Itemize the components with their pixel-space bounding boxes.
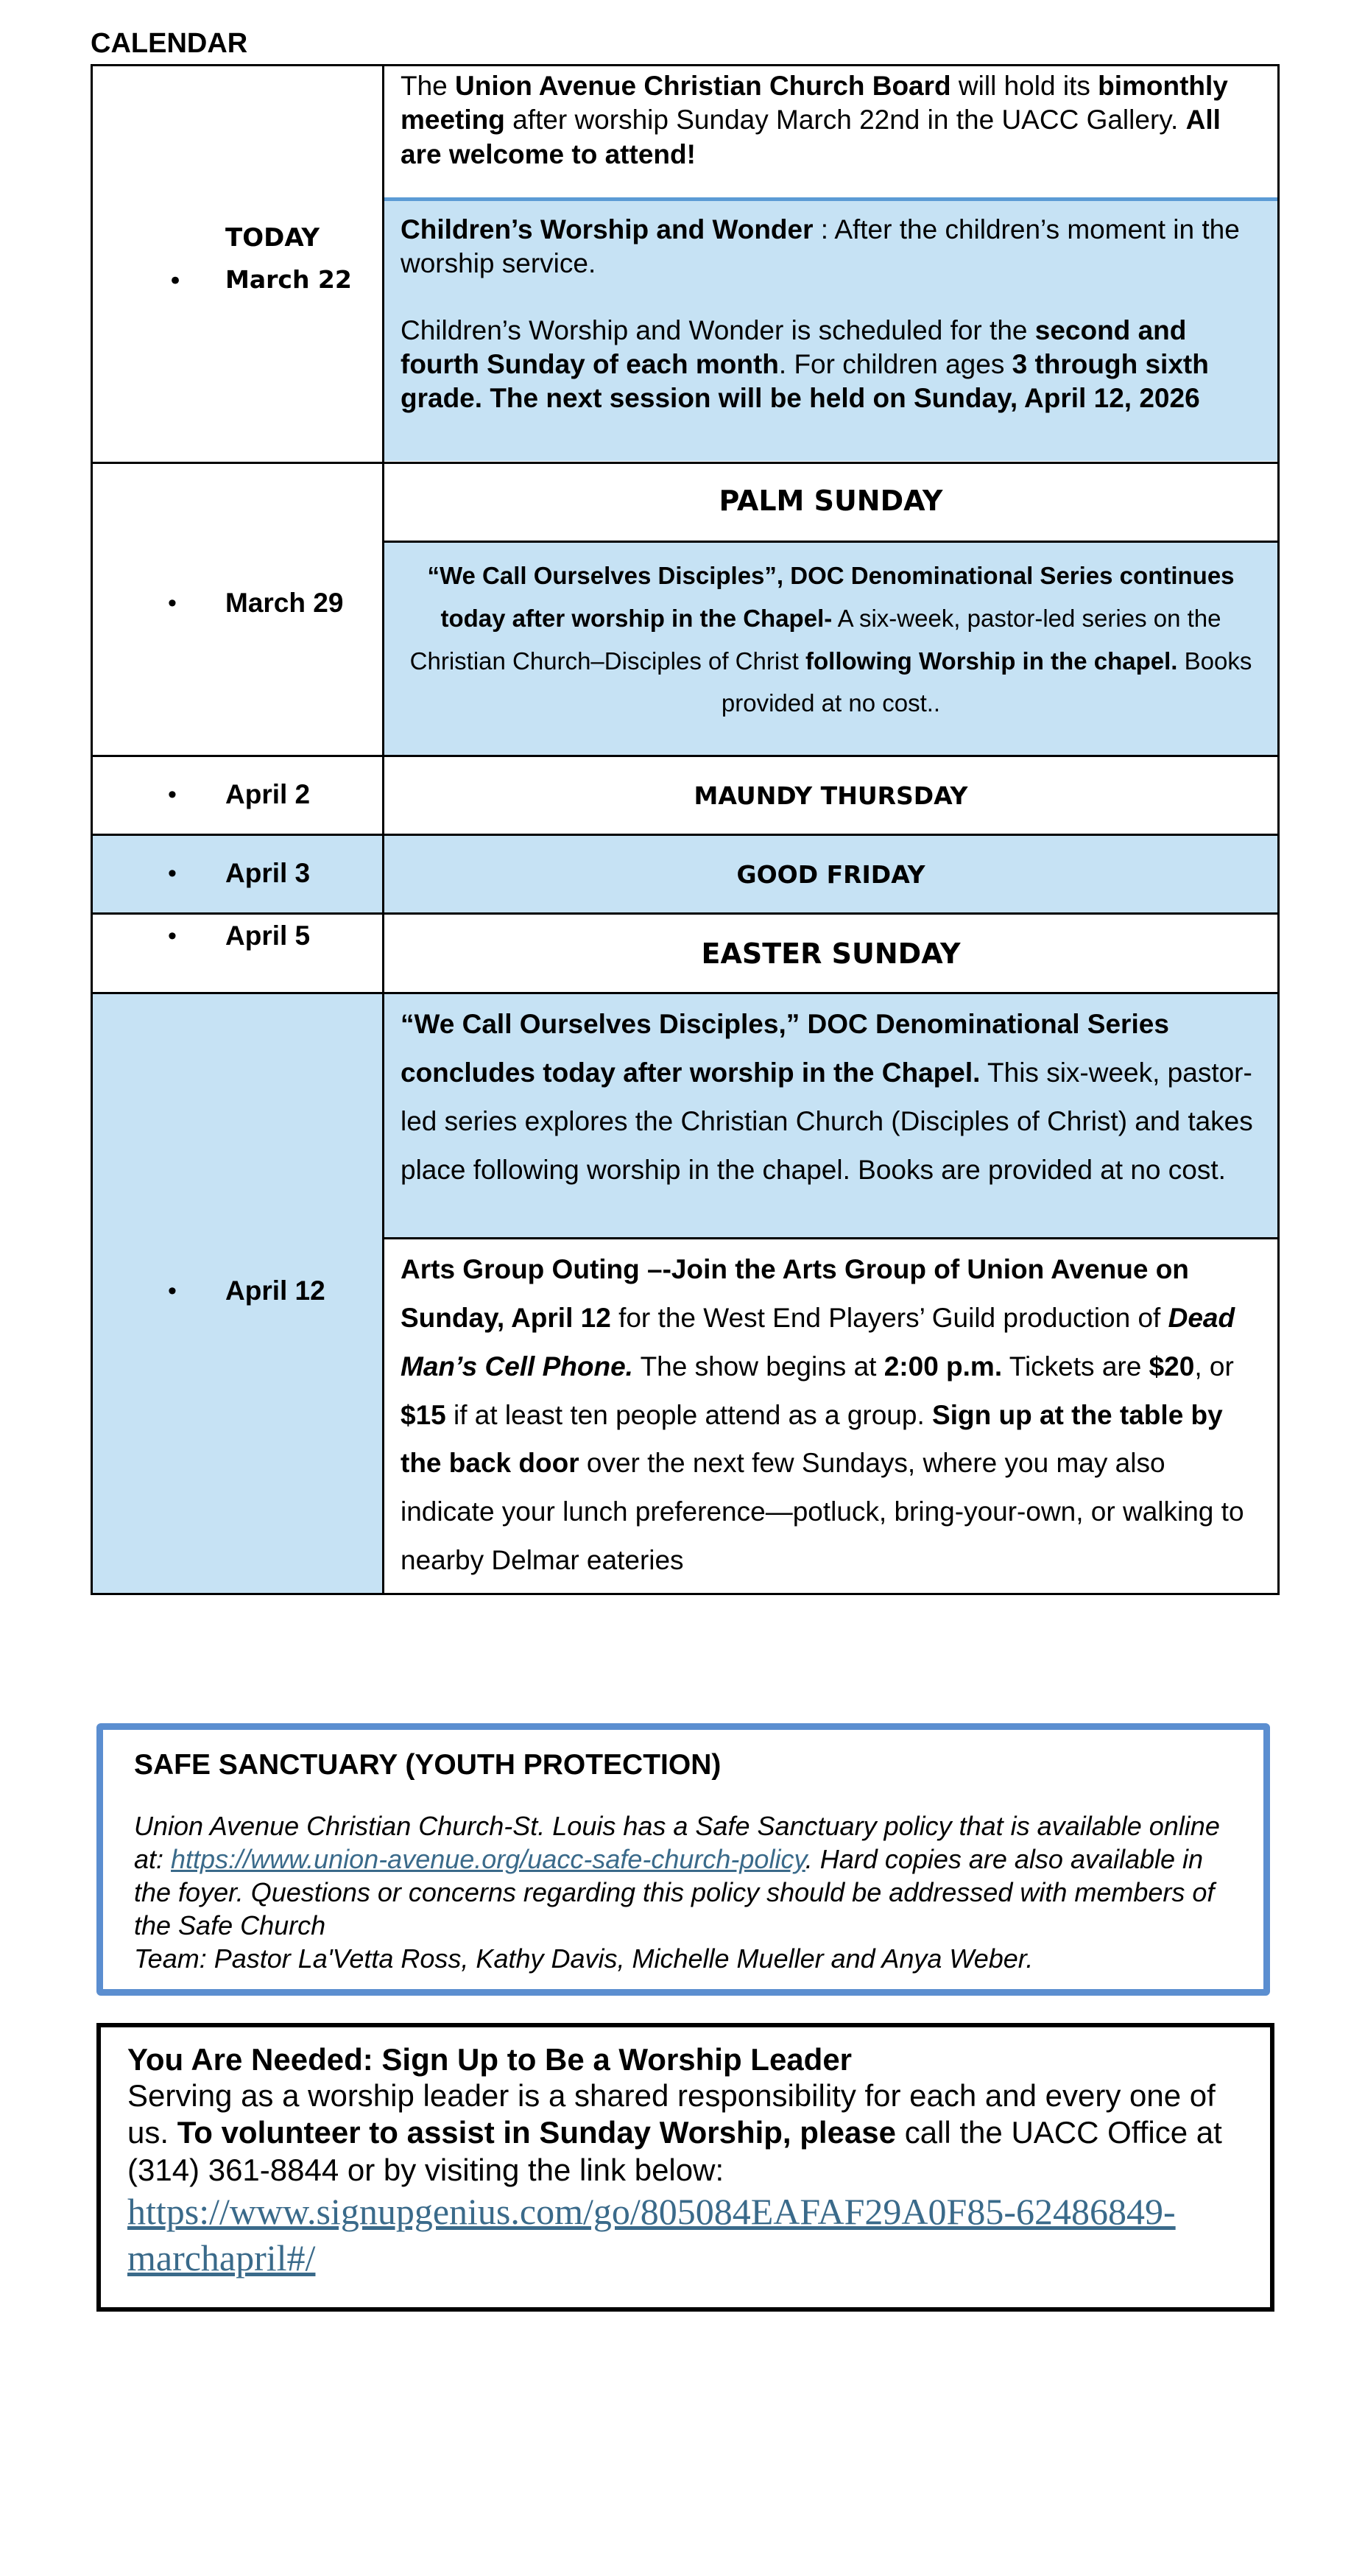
worship-text-1: Serving as a worship leader is a shared responsibility for each and every one of us. (127, 2078, 1216, 2150)
arts-text-4: , or (1194, 1351, 1234, 1382)
calendar-row-april-3 (92, 835, 1279, 914)
palm-bold-2: following Worship in the chapel. (805, 647, 1178, 675)
arts-text-2: The show begins at (632, 1351, 884, 1382)
cww-text-2: Children’s Worship and Wonder is scheduled for the (401, 314, 1035, 345)
calendar-row-april-5 (92, 914, 1279, 993)
date-april-12: • April 12 (93, 1275, 325, 1306)
date-cell-april-2 (92, 756, 384, 835)
cww-bold-3: 3 through sixth grade. The next session will be held on Sunday, April 12, 2026 (401, 348, 1209, 413)
date-march-22: • March 22 (93, 265, 352, 294)
event-cell-march-29 (384, 463, 1279, 756)
arts-bold-1: Arts Group Outing –-Join the Arts Group of Union Avenue on Sunday, April 12 (401, 1254, 1189, 1333)
disciples-bold-1: “We Call Ourselves Disciples,” DOC Denominational Series concludes today after worship in the Chapel. (401, 1009, 1169, 1088)
disciples-series-text (384, 994, 1277, 1237)
safe-sanctuary-box (96, 1723, 1270, 1996)
worship-leader-text (127, 2077, 1244, 2189)
childrens-worship-text (384, 197, 1277, 461)
date-april-3: • April 3 (93, 858, 310, 889)
worship-text-2: call the UACC Office at (314) 361-8844 or by visiting the link below: (127, 2115, 1222, 2187)
safe-team-text: Team: Pastor La'Vetta Ross, Kathy Davis, Michelle Mueller and Anya Weber. (134, 1943, 1034, 1974)
date-cell-april-12 (92, 993, 384, 1594)
board-bold-1: Union Avenue Christian Church Board (455, 71, 951, 101)
calendar-row-april-2 (92, 756, 1279, 835)
easter-sunday-label: EASTER SUNDAY (384, 914, 1279, 993)
worship-leader-title: You Are Needed: Sign Up to Be a Worship Leader (127, 2042, 853, 2077)
maundy-thursday-label: MAUNDY THURSDAY (384, 756, 1279, 835)
disciples-text-1: This six-week, pastor-led series explores the Christian Church (Disciples of Christ) and takes place following worship in the chapel. Books are provided at no cost. (401, 1057, 1253, 1185)
palm-bold-1: “We Call Ourselves Disciples”, DOC Denominational Series continues today after worship in the Chapel- (427, 562, 1235, 632)
calendar-table (91, 64, 1280, 1595)
date-cell-march-29 (92, 463, 384, 756)
date-cell-april-3 (92, 835, 384, 914)
good-friday-label: GOOD FRIDAY (384, 835, 1279, 914)
cww-text-3: . For children ages (778, 348, 1012, 379)
arts-text-1: for the West End Players’ Guild production of (610, 1302, 1168, 1333)
cww-text-1: : After the children’s moment in the worship service. (401, 214, 1240, 279)
arts-text-6: over the next few Sundays, where you may also indicate your lunch preference—potluck, bring-your-own, or walking to nearby Delmar eateries (401, 1448, 1244, 1576)
arts-bold-5: $15 (401, 1399, 446, 1430)
arts-bold-6: Sign up at the table by the back door (401, 1399, 1223, 1479)
worship-leader-box (96, 2023, 1274, 2312)
cww-bold-1: Children’s Worship and Wonder (401, 214, 814, 244)
board-text-2: will hold its (950, 71, 1098, 101)
worship-bold-1: To volunteer to assist in Sunday Worship, please (177, 2115, 897, 2150)
arts-outing-text (384, 1237, 1277, 1593)
safe-sanctuary-title: SAFE SANCTUARY (YOUTH PROTECTION) (134, 1749, 722, 1781)
signup-genius-link[interactable]: https://www.signupgenius.com/go/805084EAFAF29A0F85-62486849-marchapril#/ (127, 2191, 1176, 2278)
safe-text-2: . Hard copies are also available in the foyer. Questions or concerns regarding this policy should be addressed with members of the Safe Church (134, 1844, 1215, 1940)
safe-text-1: Union Avenue Christian Church-St. Louis has a Safe Sanctuary policy that is available online at: (134, 1811, 1220, 1874)
cww-bold-2: second and fourth Sunday of each month (401, 314, 1187, 379)
date-cell-march-22 (92, 66, 384, 463)
date-cell-april-5 (92, 914, 384, 993)
board-bold-3: All are welcome to attend! (401, 105, 1221, 169)
palm-text-2: Books provided at no cost.. (721, 647, 1252, 717)
calendar-row-april-12 (92, 993, 1279, 1594)
arts-bold-3: 2:00 p.m. (883, 1351, 1003, 1382)
board-text-1: The (401, 71, 456, 101)
event-cell-march-22 (384, 66, 1279, 463)
palm-series-text (384, 541, 1277, 755)
board-text-3: after worship Sunday March 22nd in the UACC Gallery. (504, 105, 1186, 136)
calendar-heading: CALENDAR (91, 28, 248, 59)
arts-bold-2: Dead Man’s Cell Phone. (401, 1302, 1235, 1382)
date-april-5: • April 5 (93, 921, 310, 951)
date-april-2: • April 2 (93, 779, 310, 810)
calendar-row-march-22 (92, 66, 1279, 463)
safe-sanctuary-text (134, 1809, 1232, 1975)
arts-text-5: if at least ten people attend as a group. (445, 1399, 933, 1430)
palm-text-1: A six-week, pastor-led series on the Christian Church–Disciples of Christ (409, 604, 1221, 675)
arts-bold-4: $20 (1149, 1351, 1195, 1382)
arts-text-3: Tickets are (1002, 1351, 1149, 1382)
today-label: TODAY (225, 223, 320, 253)
safe-church-policy-link[interactable]: https://www.union-avenue.org/uacc-safe-church-policy (171, 1844, 805, 1874)
calendar-row-march-29 (92, 463, 1279, 756)
palm-sunday-header: PALM SUNDAY (719, 485, 943, 517)
board-bold-2: bimonthly meeting (401, 71, 1228, 136)
board-meeting-text (384, 66, 1277, 197)
event-cell-april-12 (384, 993, 1279, 1594)
date-march-29: • March 29 (93, 588, 343, 619)
